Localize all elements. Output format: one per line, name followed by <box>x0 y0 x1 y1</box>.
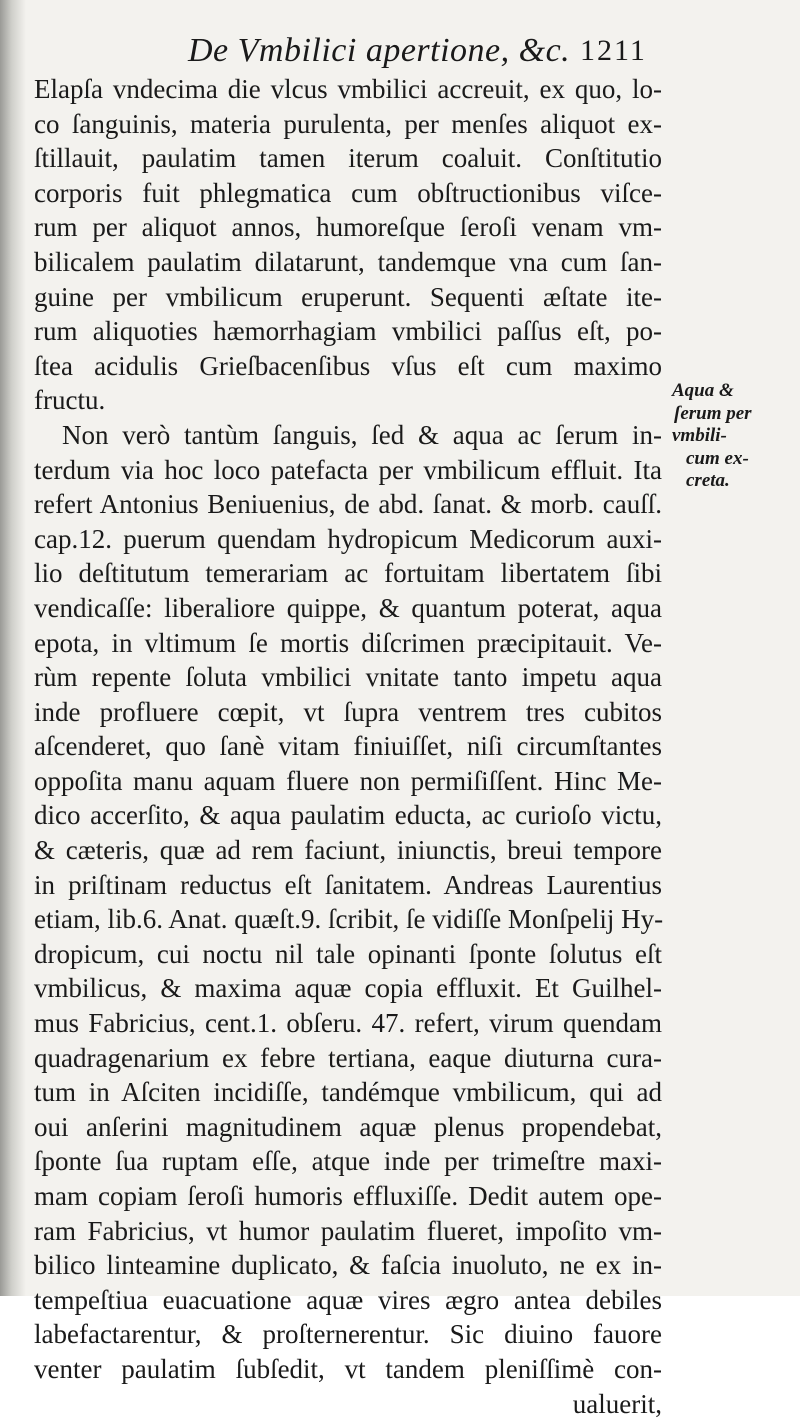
text-line: & cæteris, quæ ad rem faciunt, iniunctis, breui tempore <box>34 835 662 866</box>
text-line: oui anſerini magnitudinem aquæ plenus propendebat, <box>34 1111 662 1142</box>
marginal-line: cum ex- <box>686 447 749 469</box>
text-line: ram Fabricius, vt humor paulatim flueret, impoſito vm- <box>34 1215 662 1246</box>
text-line: terdum via hoc loco patefacta per vmbilicum effluit. Ita <box>34 454 662 485</box>
text-line: labefactarentur, & proſternerentur. Sic diuino fauore <box>34 1319 662 1350</box>
text-line: oppoſita manu aquam fluere non permiſiſſent. Hinc Me- <box>34 765 662 796</box>
text-line: in priſtinam reductus eſt ſanitatem. Andreas Laurentius <box>34 869 662 900</box>
running-title: De Vmbilici apertione, &c. <box>188 32 571 69</box>
text-line: mus Fabricius, cent.1. obſeru. 47. refert, virum quendam <box>34 1008 662 1039</box>
text-line: bilicalem paulatim dilatarunt, tandemque vna cum ſan- <box>34 246 662 277</box>
text-line: rùm repente ſoluta vmbilici vnitate tanto impetu aqua <box>34 662 662 693</box>
text-line: rum aliquoties hæmorrhagiam vmbilici paſſus eſt, po- <box>34 316 662 347</box>
marginal-line: vmbili- <box>672 425 727 446</box>
marginal-line: Aqua & <box>672 380 734 401</box>
text-line: tum in Aſciten incidiſſe, tandémque vmbilicum, qui ad <box>34 1077 662 1108</box>
paragraph-end-line: fructu. <box>34 385 106 416</box>
main-text-block <box>34 72 662 1421</box>
text-line: quadragenarium ex febre tertiana, eaque diuturna cura- <box>34 1042 662 1073</box>
text-line: Elapſa vndecima die vlcus vmbilici accreuit, ex quo, lo- <box>34 74 662 104</box>
text-line: lio deſtitutum temerariam ac fortuitam libertatem ſibi <box>34 558 662 589</box>
marginal-line: creta. <box>686 470 730 491</box>
text-line: corporis fuit phlegmatica cum obſtructionibus viſce- <box>34 177 662 208</box>
text-line: rum per aliquot annos, humoreſque ſeroſi venam vm- <box>34 212 662 243</box>
page-header <box>0 22 800 72</box>
text-line: guine per vmbilicum eruperunt. Sequenti æſtate ite- <box>34 281 662 312</box>
text-line: ſtillauit, paulatim tamen iterum coaluit. Conſtitutio <box>34 143 662 174</box>
marginal-note <box>672 380 790 493</box>
text-line: dropicum, cui noctu nil tale opinanti ſponte ſolutus eſt <box>34 938 662 969</box>
text-line: tempeſtiua euacuatione aquæ vires ægro antea debiles <box>34 1284 662 1315</box>
text-line: inde profluere cœpit, vt ſupra ventrem tres cubitos <box>34 696 662 727</box>
text-line: bilico linteamine duplicato, & faſcia inuoluto, ne ex in- <box>34 1250 662 1281</box>
catchword-line: ualuerit, <box>572 1388 662 1419</box>
page-gutter-shadow <box>0 0 26 1296</box>
text-line: co ſanguinis, materia purulenta, per menſes aliquot ex- <box>34 108 662 139</box>
text-line: aſcenderet, quo ſanè vitam finiuiſſet, niſi circumſtantes <box>34 731 662 762</box>
text-line: dico accerſito, & aqua paulatim educta, ac curioſo victu, <box>34 800 662 831</box>
text-line: cap.12. puerum quendam hydropicum Medicorum auxi- <box>34 523 662 554</box>
text-line: vmbilicus, & maxima aquæ copia effluxit. Et Guilhel- <box>34 973 662 1004</box>
text-line: refert Antonius Beniuenius, de abd. ſanat. & morb. cauſſ. <box>34 489 662 520</box>
text-line: ſtea acidulis Grieſbacenſibus vſus eſt cum maximo <box>34 350 662 381</box>
text-line: epota, in vltimum ſe mortis diſcrimen præcipitauit. Ve- <box>34 627 662 658</box>
text-line: vendicaſſe: liberaliore quippe, & quantum poterat, aqua <box>34 592 662 623</box>
paragraph-start-line: Non verò tantùm ſanguis, ſed & aqua ac ſerum in- <box>62 419 662 450</box>
text-line: venter paulatim ſubſedit, vt tandem pleniſſimè con- <box>34 1353 662 1384</box>
marginal-line: ſerum per <box>674 402 752 424</box>
text-line: mam copiam ſeroſi humoris effluxiſſe. Dedit autem ope- <box>34 1181 662 1211</box>
text-line: etiam, lib.6. Anat. quæſt.9. ſcribit, ſe vidiſſe Monſpelij Hy- <box>34 904 664 935</box>
page-number: 1211 <box>580 34 647 67</box>
text-line: ſponte ſua ruptam eſſe, atque inde per trimeſtre maxi- <box>34 1146 662 1177</box>
